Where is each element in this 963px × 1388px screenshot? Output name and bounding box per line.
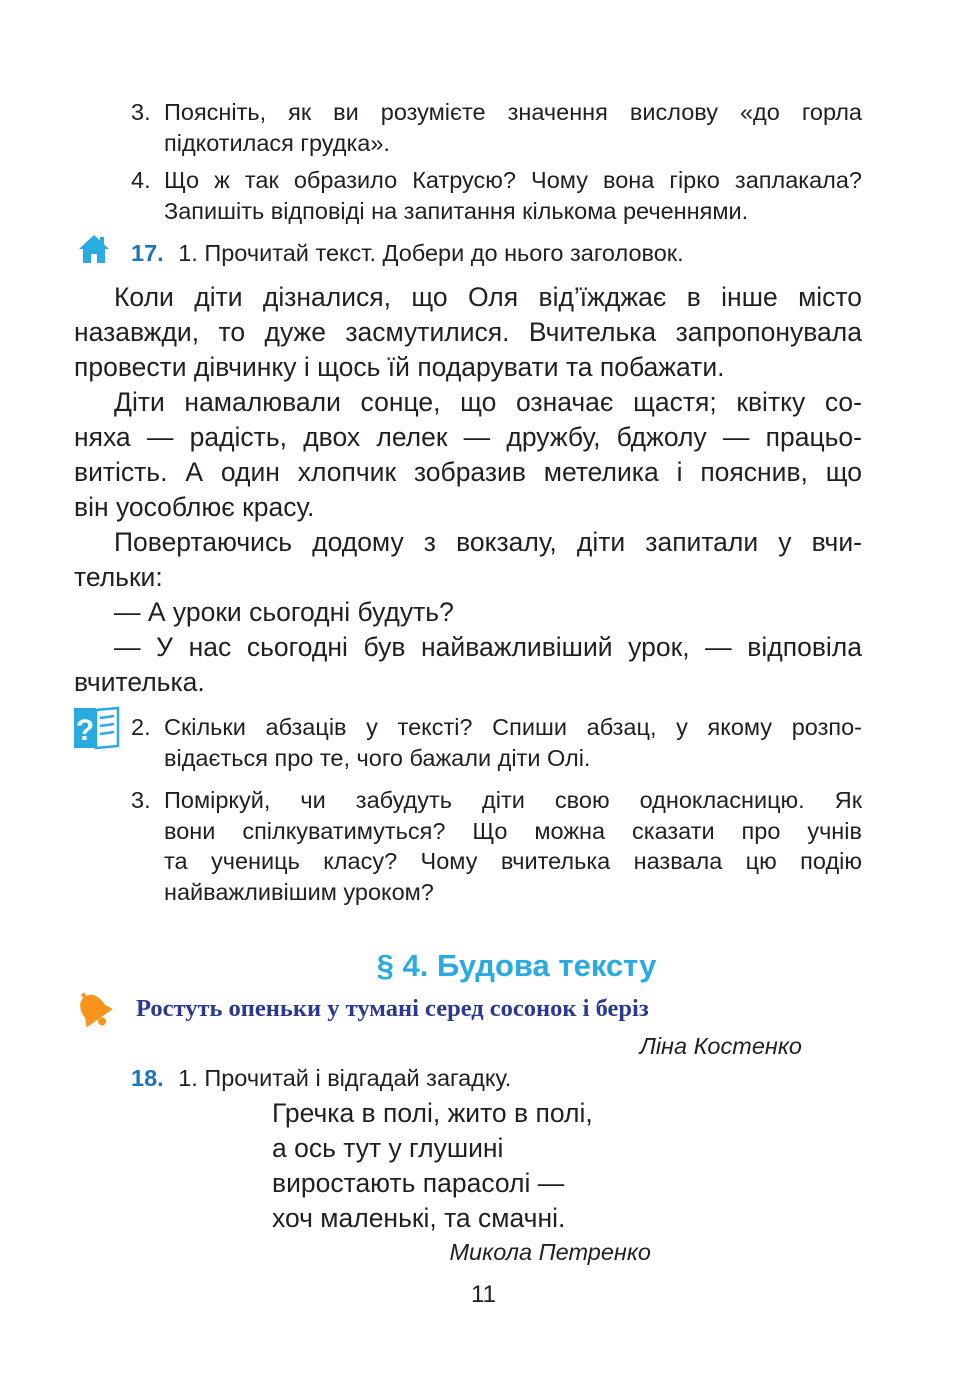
exercise-18-header xyxy=(131,1063,511,1094)
exercise-number: 18. xyxy=(131,1065,164,1091)
poem-line: Гречка в полі, жито в полі, xyxy=(272,1098,593,1128)
exercise-task: 1. Прочитай текст. Добери до нього заголовок. xyxy=(178,240,684,266)
section-title: § 4. Будова тексту xyxy=(376,948,657,983)
page-number: 11 xyxy=(471,1281,496,1308)
text-line: Коли діти дізналися, що Оля від’їжджає в інше місто xyxy=(114,282,862,312)
text-line: — У нас сьогодні був найважливіший урок, — відповіла xyxy=(114,632,862,662)
exercise-17-text xyxy=(74,280,862,700)
poem-line: хоч маленькі, та смачні. xyxy=(272,1203,566,1233)
question-number: 3. xyxy=(131,787,151,813)
question-line: вони спілкуватимуться? Що можна сказати про учнів xyxy=(164,817,862,844)
question-line: Що ж так образило Катрусю? Чому вона гірко заплакала? xyxy=(164,167,862,193)
text-line: Діти намалювали сонце, що означає щастя; квітку со- xyxy=(114,387,862,417)
epigraph-author: Ліна Костенко xyxy=(639,1033,802,1059)
epigraph: Ростуть опеньки у тумані серед сосонок і беріз xyxy=(136,995,649,1022)
text-line: провести дівчинку і щось їй подарувати та побажати. xyxy=(74,352,725,382)
exercise-number: 17. xyxy=(131,240,164,266)
poem-line: а ось тут у глушині xyxy=(272,1133,504,1163)
text-line: — А уроки сьогодні будуть? xyxy=(114,597,454,627)
text-line: витість. А один хлопчик зобразив метелика і пояснив, що xyxy=(74,457,862,487)
question-line: найважливішим уроком? xyxy=(164,878,434,905)
question-line: підкотилася грудка». xyxy=(164,129,390,156)
question-3 xyxy=(131,97,862,158)
home-icon xyxy=(77,232,111,266)
poem-line: виростають парасолі — xyxy=(272,1168,565,1198)
bell-icon xyxy=(72,990,116,1030)
text-line: Повертаючись додому з вокзалу, діти запитали у вчи- xyxy=(114,527,862,557)
question-line: Скільки абзаців у тексті? Спиши абзац, у якому розпо- xyxy=(164,714,862,740)
question-number: 2. xyxy=(131,714,151,740)
question-4 xyxy=(131,165,862,226)
text-line: він уособлює красу. xyxy=(74,492,315,522)
question-number: 4. xyxy=(131,167,151,193)
book-question-icon xyxy=(73,706,121,750)
question-line: Поясніть, як ви розумієте значення вислову «до горла xyxy=(164,99,862,125)
exercise-task: 1. Прочитай і відгадай загадку. xyxy=(178,1065,512,1091)
svg-text:?: ? xyxy=(75,714,95,747)
question-3b xyxy=(131,785,862,907)
text-line: вчителька. xyxy=(74,667,205,697)
question-line: Поміркуй, чи забудуть діти свою однокласницю. Як xyxy=(164,787,862,813)
question-number: 3. xyxy=(131,99,151,125)
text-line: назавжди, то дуже засмутилися. Вчителька запропонувала xyxy=(74,317,862,347)
riddle-poem xyxy=(272,1096,593,1236)
poem-author: Микола Петренко xyxy=(449,1239,651,1265)
exercise-17-header xyxy=(131,238,684,269)
question-line: Запишіть відповіді на запитання кількома реченнями. xyxy=(164,197,749,224)
question-line: відається про те, чого бажали діти Олі. xyxy=(164,744,591,771)
text-line: тельки: xyxy=(74,562,163,592)
question-line: та учениць класу? Чому вчителька назвала цю подію xyxy=(164,848,862,874)
text-line: няха — радість, двох лелек — дружбу, бджолу — працьо- xyxy=(74,422,862,452)
question-2 xyxy=(131,712,862,773)
